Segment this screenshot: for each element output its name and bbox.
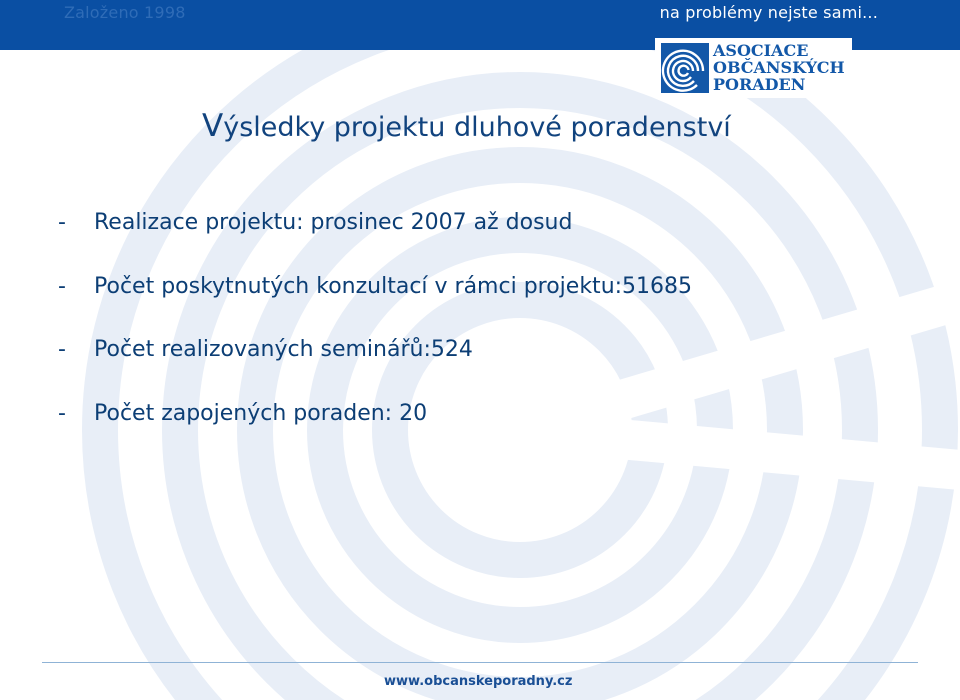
bullet-text: Počet realizovaných seminářů:524	[94, 337, 473, 362]
slogan-text: na problémy nejste sami...	[659, 3, 878, 22]
bullet-item	[58, 401, 692, 465]
bullet-item	[58, 337, 692, 401]
bullet-dash: -	[58, 337, 66, 362]
bullet-text: Počet zapojených poraden: 20	[94, 400, 428, 426]
founded-text: Založeno 1998	[64, 3, 186, 22]
slide-title	[202, 108, 731, 144]
bullet-item	[58, 210, 692, 274]
footer-website-link[interactable]: www.obcanskeporadny.cz	[384, 674, 573, 689]
bullet-text: Počet poskytnutých konzultací v rámci projektu:51685	[94, 273, 693, 299]
footer-divider	[42, 662, 918, 663]
title-first-letter: V	[202, 108, 224, 144]
bullet-list	[58, 210, 692, 464]
organization-logo	[655, 38, 852, 98]
title-rest: ýsledky projektu dluhové poradenství	[223, 112, 731, 143]
logo-line-3: PORADEN	[713, 75, 806, 94]
bullet-dash: -	[58, 210, 66, 235]
concentric-rings-logo-icon	[661, 43, 709, 93]
bullet-item	[58, 274, 692, 338]
bullet-dash: -	[58, 273, 66, 299]
logo-line-2: OBČANSKÝCH	[713, 58, 845, 77]
logo-wordmark	[713, 42, 845, 93]
logo-line-1: ASOCIACE	[713, 41, 809, 60]
bullet-text: Realizace projektu: prosinec 2007 až dosud	[94, 210, 573, 235]
bullet-dash: -	[58, 400, 66, 426]
